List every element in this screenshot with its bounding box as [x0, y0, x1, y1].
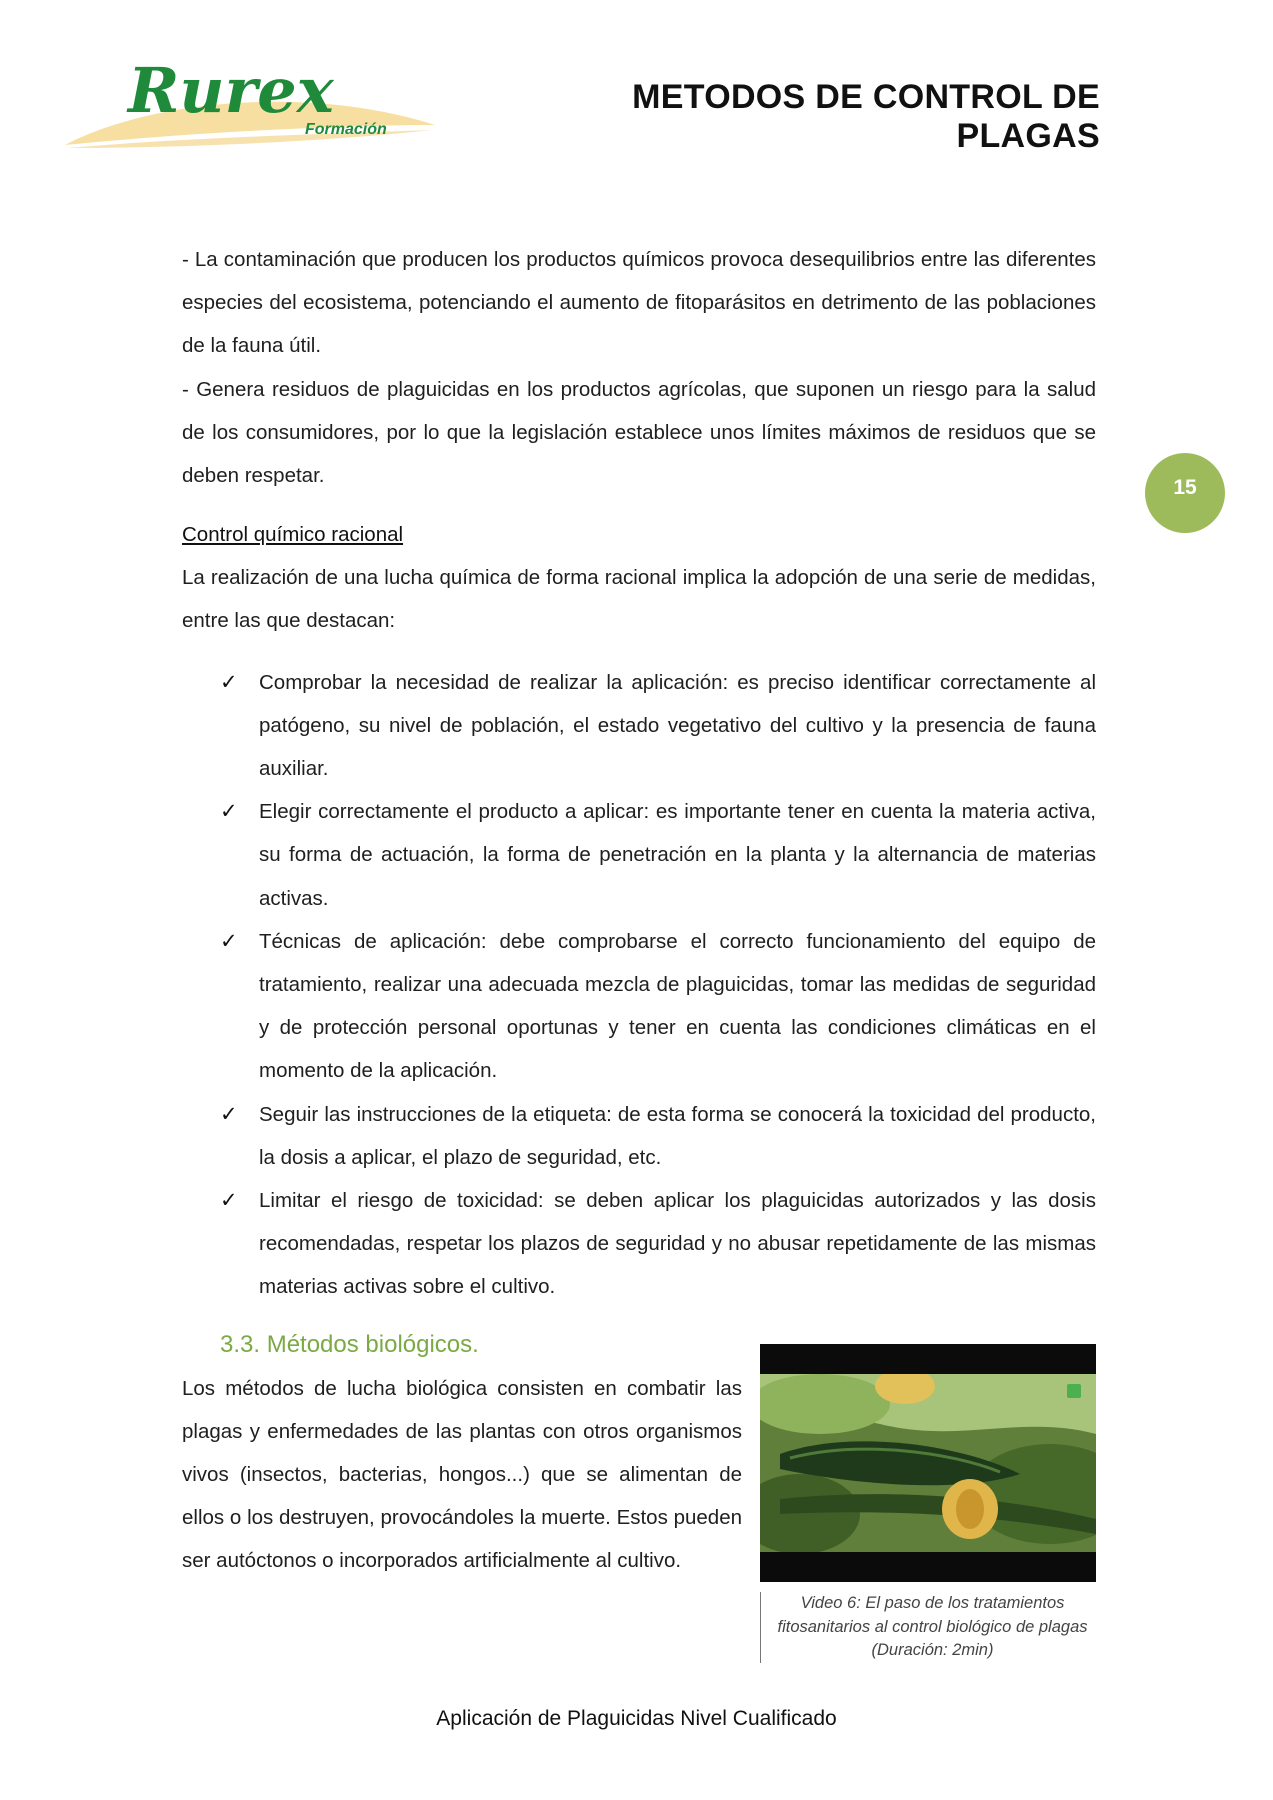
list-item: [182, 920, 1096, 1093]
control-subheading: Control químico racional: [182, 523, 404, 547]
video-caption: Video 6: El paso de los tratamientos fitosanitarios al control biológico de plagas (Duración: 2min): [760, 1592, 1096, 1663]
checkmark-icon: ✓: [220, 929, 238, 953]
video-figure: [760, 1344, 1096, 1663]
checkmark-icon: ✓: [220, 1189, 238, 1213]
intro-paragraph-1: - La contaminación que producen los productos químicos provoca desequilibrios entre las diferentes especies del ecosistema, potenciando el aumento de fitoparásitos en detrimento de las poblaciones de la fauna útil.: [182, 248, 1096, 358]
logo-subtitle: Formación: [305, 121, 387, 138]
bio-section-heading: 3.3. Métodos biológicos.: [220, 1330, 479, 1358]
list-item-text: Seguir las instrucciones de la etiqueta: de esta forma se conocerá la toxicidad del producto, la dosis a aplicar, el plazo de seguridad, etc.: [259, 1102, 1096, 1169]
logo-wordmark: Rurex: [128, 54, 334, 127]
list-item: [182, 790, 1096, 920]
rurex-logo: [60, 30, 440, 165]
list-item: [182, 1179, 1096, 1309]
measures-list: [182, 661, 1096, 1309]
page-footer: Aplicación de Plaguicidas Nivel Cualificado: [436, 1707, 837, 1730]
list-item: [182, 661, 1096, 791]
list-item-text: Limitar el riesgo de toxicidad: se deben aplicar los plaguicidas autorizados y las dosis recomendadas, respetar los plazos de seguridad y no abusar repetidamente de las mismas materias activas sobre el cultivo.: [259, 1189, 1096, 1299]
list-item-text: Técnicas de aplicación: debe comprobarse el correcto funcionamiento del equipo de tratamiento, realizar una adecuada mezcla de plaguicidas, tomar las medidas de seguridad y de protección personal oportunas y tener en cuenta las condiciones climáticas en el momento de la aplicación.: [259, 929, 1096, 1083]
bio-paragraph: Los métodos de lucha biológica consisten en combatir las plagas y enfermedades de las plantas con otros organismos vivos (insectos, bacterias, hongos...) que se alimentan de ellos o los destruyen, provocándoles la muerte. Estos pueden ser autóctonos o incorporados artificialmente al cultivo.: [182, 1376, 742, 1573]
list-item-text: Elegir correctamente el producto a aplicar: es importante tener en cuenta la materia activa, su forma de actuación, la forma de penetración en la planta y la alternancia de materias activas.: [259, 800, 1096, 910]
video-thumbnail: [760, 1374, 1096, 1552]
list-item-text: Comprobar la necesidad de realizar la aplicación: es preciso identificar correctamente al patógeno, su nivel de población, el estado vegetativo del cultivo y la presencia de fauna auxiliar.: [259, 670, 1096, 781]
list-item: [182, 1093, 1096, 1179]
intro-paragraph-2: - Genera residuos de plaguicidas en los productos agrícolas, que suponen un riesgo para la salud de los consumidores, por lo que la legislación establece unos límites máximos de residuos que se deben respetar.: [182, 377, 1096, 488]
page-title: METODOS DE CONTROL DE PLAGAS: [632, 78, 1100, 155]
checkmark-icon: ✓: [220, 800, 238, 824]
checkmark-icon: ✓: [220, 670, 238, 694]
video-player[interactable]: [760, 1344, 1096, 1582]
page-number-badge: 15: [1145, 453, 1225, 533]
checkmark-icon: ✓: [220, 1102, 238, 1126]
control-intro: La realización de una lucha química de forma racional implica la adopción de una serie de medidas, entre las que destacan:: [182, 566, 1096, 633]
